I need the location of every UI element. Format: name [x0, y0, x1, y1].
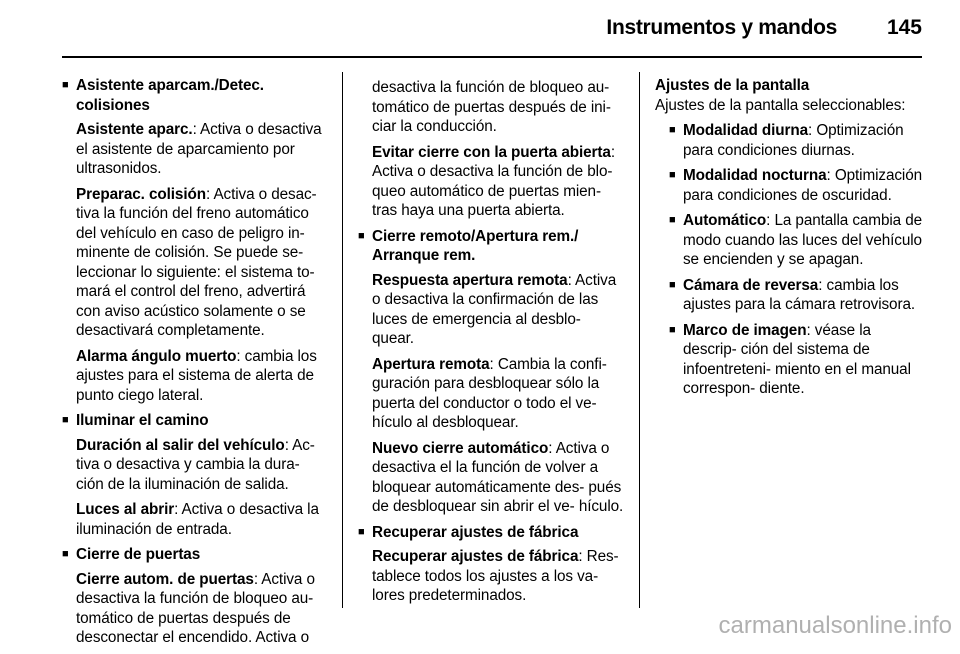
description: : Optimización para condiciones diurnas. — [683, 122, 904, 159]
term: Nuevo cierre automático — [372, 439, 549, 457]
bullet-icon: ■ — [669, 323, 676, 336]
watermark: carmanualsonline.info — [718, 612, 952, 639]
paragraph — [76, 185, 327, 341]
term: Duración al salir del vehículo — [76, 436, 285, 454]
column-divider-2 — [639, 72, 640, 608]
page-title: Instrumentos y mandos — [606, 16, 837, 39]
description: : cambia los ajustes para la cámara retrovisora. — [683, 276, 916, 313]
bullet-icon: ■ — [62, 414, 69, 426]
section-heading: Arranque rem. — [372, 247, 476, 264]
bullet-heading — [358, 227, 626, 266]
bullet-icon: ■ — [669, 278, 676, 291]
section-heading: Cierre remoto/Apertura rem./ — [372, 227, 579, 245]
description: : Activa o desactiva el asistente de aparcamiento por ultrasonidos. — [76, 121, 322, 177]
term: Luces al abrir — [76, 501, 175, 518]
column-1 — [62, 76, 327, 654]
paragraph — [76, 347, 327, 406]
term: Apertura remota — [372, 355, 490, 373]
description: : La pantalla cambia de modo cuando las luces del vehículo se encienden y se apagan. — [683, 212, 923, 268]
description: desactiva la función de bloqueo au- tomático de puertas después de ini- ciar la conducción. — [372, 79, 611, 135]
term: Marco de imagen — [683, 321, 807, 339]
column-divider-1 — [342, 72, 343, 608]
list-item — [669, 211, 925, 270]
description: : Ac- tiva o desactiva y cambia la dura- ción de la iluminación de salida. — [76, 436, 315, 493]
term: Modalidad diurna — [683, 122, 809, 139]
term: Respuesta apertura remota — [372, 271, 568, 289]
bullet-icon: ■ — [62, 79, 69, 91]
term: Preparac. colisión — [76, 185, 206, 203]
description: : Activa o desactiva la iluminación de entrada. — [76, 501, 319, 538]
term: Cámara de reversa — [683, 276, 819, 294]
description: : Cambia la confi- guración para desbloquear sólo la puerta del conductor o todo el ve- hículo al desbloquear. — [372, 355, 607, 431]
section-heading: Cierre de puertas — [76, 546, 201, 563]
bullet-heading — [62, 545, 327, 565]
term: Asistente aparc. — [76, 121, 193, 138]
description: : Activa o desac- tiva la función del freno automático del vehículo en caso de peligro in- minente de colisión. Se puede se- leccionar lo siguiente: el sistema to- mará el control del freno, advertirá con aviso acústico solamente o se desactivará completamente. — [76, 185, 317, 339]
paragraph — [76, 500, 327, 539]
page-number: 145 — [886, 16, 922, 39]
description: : Activa o desactiva la confirmación de las luces de emergencia al desblo- quear. — [372, 271, 617, 347]
paragraph — [372, 78, 626, 137]
description: : Res- tablece todos los ajustes a los va- lores predeterminados. — [372, 548, 619, 604]
section-heading: Recuperar ajustes de fábrica — [372, 523, 579, 541]
bullet-icon: ■ — [669, 169, 676, 181]
list-item — [669, 321, 925, 399]
paragraph — [372, 439, 626, 517]
paragraph — [372, 547, 626, 606]
bullet-heading — [62, 411, 327, 431]
description: : Activa o desactiva la función de bloqueo au- tomático de puertas después de desconectar el encendido. Activa o — [76, 570, 315, 646]
list-item — [669, 166, 925, 205]
bullet-icon: ■ — [62, 548, 69, 560]
header-divider — [62, 56, 922, 58]
bullet-heading — [62, 76, 327, 115]
description: : Activa o desactiva el la función de volver a bloquear automáticamente des- pués de desbloquear sin abrir el ve- hículo. — [372, 439, 624, 515]
term: Automático — [683, 212, 767, 229]
section-heading: colisiones — [76, 96, 150, 114]
intro-text: Ajustes de la pantalla seleccionables: — [655, 96, 906, 114]
section-heading: Iluminar el camino — [76, 412, 209, 429]
list-item — [669, 276, 925, 315]
section-heading: Asistente aparcam./Detec. — [76, 77, 264, 94]
paragraph — [76, 120, 327, 179]
column-2 — [358, 78, 626, 612]
description: : Optimización para condiciones de oscuridad. — [683, 167, 923, 204]
description: : Activa o desactiva la función de blo- queo automático de puertas mien- tras haya una puerta abierta. — [372, 143, 615, 219]
paragraph — [372, 355, 626, 433]
term: Recuperar ajustes de fábrica — [372, 548, 579, 565]
list-item — [669, 121, 925, 160]
paragraph — [76, 436, 327, 495]
bullet-icon: ■ — [669, 124, 676, 136]
term: Cierre autom. de puertas — [76, 570, 254, 588]
term: Alarma ángulo muerto — [76, 347, 237, 365]
term: Evitar cierre con la puerta abierta — [372, 143, 611, 161]
section-heading: Ajustes de la pantalla — [655, 77, 810, 94]
paragraph — [76, 570, 327, 648]
bullet-icon: ■ — [358, 525, 365, 538]
column-3 — [655, 76, 925, 405]
description: : cambia los ajustes para el sistema de alerta de punto ciego lateral. — [76, 347, 317, 404]
bullet-icon: ■ — [358, 229, 365, 242]
bullet-heading — [358, 523, 626, 543]
paragraph — [372, 271, 626, 349]
term: Modalidad nocturna — [683, 167, 827, 184]
paragraph — [372, 143, 626, 221]
bullet-icon: ■ — [669, 214, 676, 226]
page-header — [62, 14, 922, 54]
description: : véase la descrip- ción del sistema de infoentreteni- miento en el manual correspon- diente. — [683, 321, 911, 397]
